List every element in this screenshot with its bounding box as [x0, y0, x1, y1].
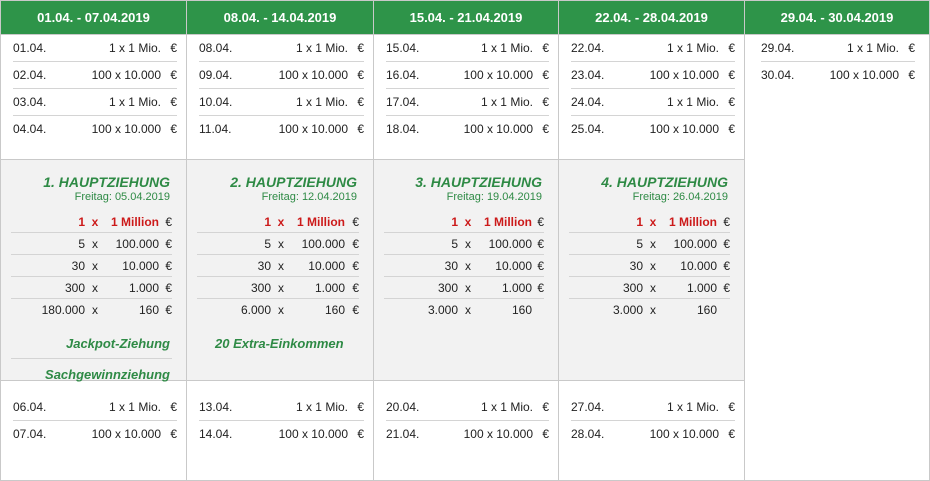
prize-row-jackpot	[197, 211, 359, 233]
prize-table	[197, 211, 359, 320]
currency: €	[357, 41, 364, 55]
prize-amount: 1.000	[128, 280, 159, 295]
day-date: 11.04.	[199, 122, 232, 136]
day-row	[199, 394, 364, 421]
prize-count: 30	[257, 258, 271, 273]
currency: €	[723, 280, 730, 295]
day-prize: 1 x 1 Mio.	[295, 41, 348, 55]
currency: €	[542, 41, 549, 55]
currency: €	[352, 302, 359, 317]
daily-draws	[1, 35, 186, 142]
prize-row	[197, 299, 359, 320]
day-prize: 1 x 1 Mio.	[666, 400, 719, 414]
prize-row	[11, 255, 172, 277]
daily-draws	[745, 35, 929, 88]
prize-count: 300	[622, 280, 643, 295]
prize-amount: 100.000	[673, 236, 717, 251]
prize-row	[384, 299, 544, 320]
day-date: 06.04.	[13, 400, 47, 414]
currency: €	[728, 68, 735, 82]
prize-row	[569, 255, 730, 277]
week-header: 15.04. - 21.04.2019	[374, 1, 558, 35]
day-row	[13, 394, 177, 421]
day-prize: 100 x 10.000	[463, 427, 533, 441]
main-draw-date: Freitag: 12.04.2019	[261, 191, 357, 203]
main-draw-panel	[187, 159, 373, 381]
day-date: 01.04.	[13, 41, 47, 55]
prize-row	[384, 255, 544, 277]
main-draw-date: Freitag: 19.04.2019	[446, 191, 542, 203]
prize-amount: 160	[324, 302, 345, 317]
prize-count: 3.000	[427, 302, 458, 317]
day-row	[199, 116, 364, 142]
currency: €	[728, 41, 735, 55]
prize-table	[569, 211, 730, 320]
prize-count: 1	[636, 214, 643, 229]
times-sign: x	[91, 214, 99, 229]
times-sign: x	[650, 302, 656, 317]
prize-row	[569, 233, 730, 255]
day-date: 14.04.	[199, 427, 233, 441]
day-row	[571, 35, 735, 62]
weekend-draws	[374, 394, 558, 447]
currency: €	[537, 280, 544, 295]
day-prize: 1 x 1 Mio.	[295, 95, 348, 109]
times-sign: x	[92, 258, 98, 273]
prize-row	[197, 277, 359, 299]
day-date: 18.04.	[386, 122, 420, 136]
prize-amount: 160	[138, 302, 159, 317]
week-column-4	[559, 0, 745, 481]
day-prize: 100 x 10.000	[278, 427, 348, 441]
currency: €	[537, 236, 544, 251]
currency: €	[542, 427, 549, 441]
currency: €	[170, 95, 177, 109]
main-draw-date: Freitag: 26.04.2019	[632, 191, 728, 203]
currency: €	[537, 214, 544, 229]
prize-row	[197, 233, 359, 255]
currency: €	[352, 258, 359, 273]
currency: €	[908, 68, 915, 82]
prize-count: 1	[264, 214, 271, 229]
times-sign: x	[92, 236, 98, 251]
day-row	[386, 89, 549, 116]
currency: €	[542, 400, 549, 414]
day-row	[386, 421, 549, 447]
currency: €	[542, 95, 549, 109]
times-sign: x	[278, 236, 284, 251]
extra-draw-goods: Sachgewinnziehung	[45, 366, 170, 382]
extra-draws	[11, 328, 172, 389]
week-column-1	[0, 0, 187, 481]
currency: €	[165, 302, 172, 317]
prize-amount: 160	[696, 302, 717, 317]
day-prize: 1 x 1 Mio.	[480, 400, 533, 414]
currency: €	[165, 258, 172, 273]
day-row	[13, 35, 177, 62]
main-draw-title: 4. HAUPTZIEHUNG	[601, 174, 728, 190]
day-date: 02.04.	[13, 68, 47, 82]
week-column-2	[187, 0, 374, 481]
prize-amount: 10.000	[495, 258, 532, 273]
day-row	[386, 62, 549, 89]
week-header: 08.04. - 14.04.2019	[187, 1, 373, 35]
daily-draws	[559, 35, 744, 142]
prize-count: 300	[437, 280, 458, 295]
prize-row	[384, 277, 544, 299]
day-date: 15.04.	[386, 41, 420, 55]
times-sign: x	[278, 258, 284, 273]
prize-row	[569, 299, 730, 320]
prize-amount: 1.000	[686, 280, 717, 295]
main-draw-title: 2. HAUPTZIEHUNG	[230, 174, 357, 190]
day-row	[13, 421, 177, 447]
day-date: 30.04.	[761, 68, 795, 82]
day-prize: 100 x 10.000	[278, 122, 348, 136]
prize-row-jackpot	[384, 211, 544, 233]
day-prize: 1 x 1 Mio.	[666, 95, 719, 109]
day-prize: 1 x 1 Mio.	[295, 400, 348, 414]
times-sign: x	[650, 280, 656, 295]
currency: €	[352, 214, 359, 229]
times-sign: x	[465, 258, 471, 273]
day-prize: 1 x 1 Mio.	[108, 400, 161, 414]
weekend-draws	[559, 394, 744, 447]
currency: €	[357, 68, 364, 82]
day-prize: 1 x 1 Mio.	[480, 95, 533, 109]
times-sign: x	[92, 280, 98, 295]
prize-row	[11, 299, 172, 320]
weekend-draws	[1, 394, 186, 447]
day-prize: 1 x 1 Mio.	[108, 41, 161, 55]
currency: €	[165, 280, 172, 295]
day-date: 17.04.	[386, 95, 420, 109]
prize-row	[11, 277, 172, 299]
prize-count: 300	[64, 280, 85, 295]
currency: €	[908, 41, 915, 55]
main-draw-panel	[559, 159, 744, 381]
currency: €	[357, 400, 364, 414]
weekend-draws	[187, 394, 373, 447]
day-date: 27.04.	[571, 400, 605, 414]
prize-row	[384, 233, 544, 255]
day-row	[199, 62, 364, 89]
currency: €	[352, 280, 359, 295]
day-prize: 1 x 1 Mio.	[666, 41, 719, 55]
day-date: 29.04.	[761, 41, 795, 55]
prize-amount: 10.000	[308, 258, 345, 273]
prize-count: 5	[264, 236, 271, 251]
day-date: 08.04.	[199, 41, 233, 55]
prize-amount: 1.000	[501, 280, 532, 295]
prize-count: 5	[78, 236, 85, 251]
currency: €	[723, 236, 730, 251]
day-date: 23.04.	[571, 68, 605, 82]
day-row	[571, 89, 735, 116]
week-header: 22.04. - 28.04.2019	[559, 1, 744, 35]
times-sign: x	[278, 302, 284, 317]
extra-draw-income: 20 Extra-Einkommen	[215, 335, 344, 351]
day-date: 20.04.	[386, 400, 420, 414]
currency: €	[542, 122, 549, 136]
day-prize: 1 x 1 Mio.	[480, 41, 533, 55]
main-draw-date: Freitag: 05.04.2019	[74, 191, 170, 203]
prize-amount: 10.000	[122, 258, 159, 273]
prize-amount: 1 Million	[669, 214, 717, 229]
day-date: 16.04.	[386, 68, 420, 82]
day-date: 28.04.	[571, 427, 605, 441]
day-prize: 100 x 10.000	[829, 68, 899, 82]
main-draw-panel	[1, 159, 186, 381]
prize-count: 3.000	[612, 302, 643, 317]
day-date: 22.04.	[571, 41, 605, 55]
day-prize: 100 x 10.000	[91, 427, 161, 441]
day-row	[386, 116, 549, 142]
currency: €	[542, 68, 549, 82]
day-row	[571, 394, 735, 421]
times-sign: x	[465, 236, 471, 251]
day-prize: 100 x 10.000	[649, 68, 719, 82]
prize-amount: 1 Million	[297, 214, 345, 229]
currency: €	[165, 236, 172, 251]
times-sign: x	[465, 302, 471, 317]
day-date: 13.04.	[199, 400, 233, 414]
prize-row-jackpot	[569, 211, 730, 233]
day-row	[571, 62, 735, 89]
day-prize: 1 x 1 Mio.	[846, 41, 899, 55]
prize-table	[11, 211, 172, 320]
currency: €	[357, 122, 364, 136]
times-sign: x	[650, 258, 656, 273]
daily-draws	[187, 35, 373, 142]
prize-count: 1	[451, 214, 458, 229]
main-draw-title: 1. HAUPTZIEHUNG	[43, 174, 170, 190]
times-sign: x	[464, 214, 472, 229]
day-prize: 100 x 10.000	[278, 68, 348, 82]
currency: €	[170, 427, 177, 441]
prize-amount: 100.000	[488, 236, 532, 251]
prize-amount: 1 Million	[484, 214, 532, 229]
prize-row	[569, 277, 730, 299]
times-sign: x	[465, 280, 471, 295]
day-row	[199, 35, 364, 62]
day-row	[571, 116, 735, 142]
day-date: 09.04.	[199, 68, 233, 82]
day-prize: 100 x 10.000	[463, 122, 533, 136]
times-sign: x	[92, 302, 98, 317]
day-date: 07.04.	[13, 427, 47, 441]
currency: €	[357, 95, 364, 109]
currency: €	[170, 400, 177, 414]
prize-amount: 1 Million	[111, 214, 159, 229]
day-date: 25.04.	[571, 122, 605, 136]
day-prize: 100 x 10.000	[649, 122, 719, 136]
week-column-3	[374, 0, 559, 481]
prize-count: 1	[78, 214, 85, 229]
prize-count: 300	[250, 280, 271, 295]
day-prize: 1 x 1 Mio.	[108, 95, 161, 109]
day-row	[571, 421, 735, 447]
prize-amount: 100.000	[115, 236, 159, 251]
times-sign: x	[277, 214, 285, 229]
times-sign: x	[649, 214, 657, 229]
prize-row-jackpot	[11, 211, 172, 233]
day-row	[199, 89, 364, 116]
prize-count: 5	[636, 236, 643, 251]
day-row	[13, 89, 177, 116]
prize-count: 180.000	[41, 302, 85, 317]
main-draw-title: 3. HAUPTZIEHUNG	[415, 174, 542, 190]
day-date: 03.04.	[13, 95, 47, 109]
currency: €	[537, 258, 544, 273]
prize-row	[11, 233, 172, 255]
currency: €	[352, 236, 359, 251]
prize-amount: 10.000	[680, 258, 717, 273]
currency: €	[170, 122, 177, 136]
currency: €	[728, 122, 735, 136]
week-header: 29.04. - 30.04.2019	[745, 1, 929, 35]
day-row	[13, 62, 177, 89]
currency: €	[723, 214, 730, 229]
prize-count: 30	[629, 258, 643, 273]
prize-table	[384, 211, 544, 320]
day-prize: 100 x 10.000	[463, 68, 533, 82]
prize-count: 30	[71, 258, 85, 273]
times-sign: x	[650, 236, 656, 251]
currency: €	[165, 214, 172, 229]
currency: €	[170, 41, 177, 55]
day-prize: 100 x 10.000	[91, 122, 161, 136]
prize-row	[197, 255, 359, 277]
currency: €	[728, 400, 735, 414]
day-row	[13, 116, 177, 142]
currency: €	[728, 427, 735, 441]
day-date: 10.04.	[199, 95, 233, 109]
day-row	[761, 35, 915, 62]
day-date: 21.04.	[386, 427, 420, 441]
prize-amount: 1.000	[314, 280, 345, 295]
week-header: 01.04. - 07.04.2019	[1, 1, 186, 35]
extra-draws	[197, 328, 359, 358]
day-prize: 100 x 10.000	[649, 427, 719, 441]
day-date: 04.04.	[13, 122, 47, 136]
currency: €	[170, 68, 177, 82]
currency: €	[728, 95, 735, 109]
currency: €	[723, 258, 730, 273]
prize-count: 6.000	[240, 302, 271, 317]
prize-amount: 100.000	[301, 236, 345, 251]
week-column-5	[745, 0, 930, 481]
times-sign: x	[278, 280, 284, 295]
currency: €	[357, 427, 364, 441]
main-draw-panel	[374, 159, 558, 381]
day-row	[386, 394, 549, 421]
day-row	[199, 421, 364, 447]
day-row	[386, 35, 549, 62]
prize-amount: 160	[511, 302, 532, 317]
prize-count: 5	[451, 236, 458, 251]
day-prize: 100 x 10.000	[91, 68, 161, 82]
day-row	[761, 62, 915, 88]
extra-draw-jackpot: Jackpot-Ziehung	[11, 328, 172, 359]
daily-draws	[374, 35, 558, 142]
day-date: 24.04.	[571, 95, 605, 109]
prize-count: 30	[444, 258, 458, 273]
